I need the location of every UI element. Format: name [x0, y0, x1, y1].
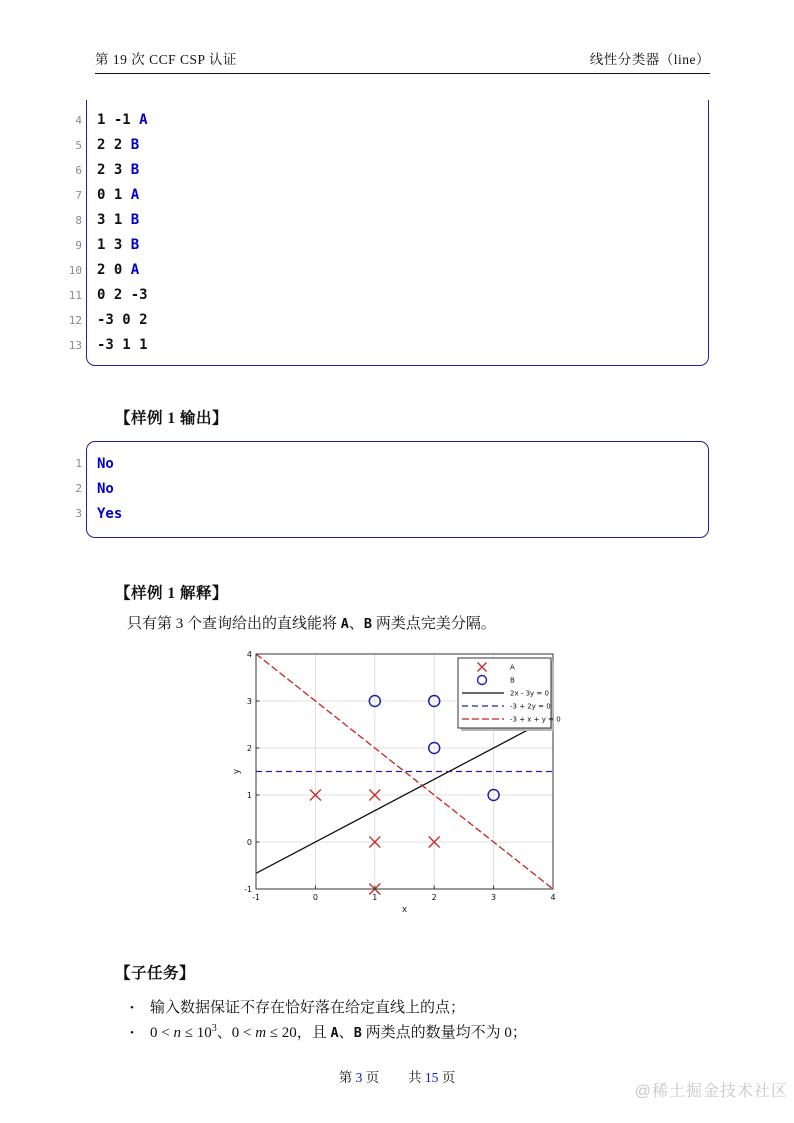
line-number: 9 — [75, 239, 82, 252]
text-token: 只有第 3 个查询给出的直线能将 — [127, 616, 341, 632]
text-token: m — [255, 1025, 267, 1041]
x-axis-label: x — [401, 905, 408, 913]
text-token: 、 — [348, 616, 364, 632]
line-number: 4 — [75, 114, 82, 127]
legend-label: -3 + 2y = 0 — [510, 702, 551, 711]
x-tick-label: 2 — [431, 893, 437, 902]
code-line — [97, 133, 708, 158]
number-token: 0 1 — [97, 187, 131, 203]
subtask-bullet-1 — [130, 996, 465, 1017]
number-token: 1 -1 — [97, 112, 140, 128]
legend-label: 2x - 3y = 0 — [510, 689, 549, 698]
text-token: 、 — [338, 1025, 354, 1041]
sample-output-code — [86, 441, 709, 538]
bullet-icon: • — [130, 1002, 134, 1014]
sample-explain-paragraph — [127, 612, 496, 633]
footer-total-label: 共 — [408, 1070, 422, 1085]
x-tick-label: 3 — [491, 893, 497, 902]
sample-figure — [232, 648, 562, 913]
line-number: 5 — [75, 139, 82, 152]
text-token: A — [340, 616, 349, 632]
text-token: A — [330, 1025, 339, 1041]
text-token: B — [353, 1025, 362, 1041]
line-number: 6 — [75, 164, 82, 177]
bullet-text — [150, 1000, 465, 1016]
code-line — [97, 183, 708, 208]
legend-label: B — [510, 676, 515, 685]
number-token: 2 3 — [97, 162, 131, 178]
text-token: n — [173, 1025, 181, 1041]
header-problem-title: 线性分类器（line） — [589, 52, 710, 67]
class-label-token: B — [130, 237, 140, 253]
text-token: 0 < — [150, 1025, 174, 1041]
number-token: -3 1 1 — [97, 337, 148, 353]
class-label-token: A — [130, 262, 140, 278]
text-token: 输入数据保证不存在恰好落在给定直线上的点； — [150, 1000, 466, 1016]
text-token: ≤ 10 — [180, 1025, 212, 1041]
text-token: 两类点完美分隔。 — [372, 616, 496, 632]
code-line — [97, 108, 708, 133]
text-token: 、 — [216, 1025, 232, 1041]
sample-output-block — [58, 441, 709, 538]
text-token: ≤ 20 — [266, 1025, 297, 1041]
class-label-token: B — [130, 162, 140, 178]
class-label-token: No — [97, 481, 114, 497]
footer-current-unit: 页 — [365, 1070, 380, 1085]
line-number: 10 — [68, 264, 82, 277]
y-tick-label: 4 — [246, 649, 252, 659]
y-tick-label: -1 — [244, 884, 252, 894]
number-token: 2 0 — [97, 262, 131, 278]
y-tick-label: 1 — [246, 790, 252, 800]
footer-current-label: 第 — [338, 1070, 353, 1085]
bullet-icon: • — [130, 1027, 134, 1039]
number-token: 0 2 -3 — [97, 287, 148, 303]
code-line — [97, 233, 708, 258]
class-label-token: A — [130, 187, 140, 203]
current-page-link[interactable]: 3 — [355, 1070, 363, 1085]
number-token: -3 0 2 — [97, 312, 148, 328]
code-line — [97, 452, 708, 477]
text-token: 3 — [211, 1023, 217, 1034]
legend-label: -3 + x + y = 0 — [510, 715, 561, 724]
line-number: 1 — [75, 457, 82, 470]
subtask-heading: 【子任务】 — [115, 965, 196, 982]
sample-input-code — [86, 100, 709, 366]
class-label-token: B — [130, 212, 140, 228]
line-number: 12 — [68, 314, 82, 327]
number-token: 1 3 — [97, 237, 131, 253]
page-header — [95, 48, 710, 74]
bullet-text — [150, 1025, 527, 1041]
number-token: 2 2 — [97, 137, 131, 153]
total-pages-link[interactable]: 15 — [424, 1070, 439, 1085]
legend-label: A — [510, 663, 515, 672]
sample-output-heading: 【样例 1 输出】 — [115, 410, 229, 427]
class-label-token: B — [130, 137, 140, 153]
text-token: 0 < — [231, 1025, 256, 1041]
code-line — [97, 158, 708, 183]
y-tick-label: 0 — [246, 837, 252, 847]
code-line — [97, 333, 708, 358]
code-line — [97, 477, 708, 502]
code-line — [97, 502, 708, 527]
line-number: 8 — [75, 214, 82, 227]
class-label-token: No — [97, 456, 114, 472]
y-axis-label: y — [232, 768, 242, 775]
text-token: ，且 — [296, 1025, 331, 1041]
line-number: 3 — [75, 507, 82, 520]
y-tick-label: 2 — [246, 743, 252, 753]
line-number: 13 — [68, 339, 82, 352]
code-line — [97, 283, 708, 308]
x-tick-label: 1 — [372, 893, 378, 902]
chart-svg — [232, 648, 562, 913]
watermark: @稀土掘金技术社区 — [634, 1083, 788, 1100]
y-tick-label: 3 — [246, 696, 252, 706]
code-line — [97, 308, 708, 333]
class-label-token: A — [139, 112, 148, 128]
x-tick-label: -1 — [252, 893, 260, 902]
line-number: 2 — [75, 482, 82, 495]
scatter-chart — [232, 648, 562, 918]
code-line — [97, 208, 708, 233]
line-number: 7 — [75, 189, 82, 202]
sample-explain-heading: 【样例 1 解释】 — [115, 585, 229, 602]
x-tick-label: 4 — [550, 893, 556, 902]
x-tick-label: 0 — [312, 893, 318, 902]
code-line — [97, 258, 708, 283]
subtask-bullet-2 — [130, 1021, 527, 1042]
text-token: B — [363, 616, 373, 632]
footer-total-unit: 页 — [441, 1070, 456, 1085]
class-label-token: Yes — [97, 506, 123, 522]
header-exam-title: 第 19 次 CCF CSP 认证 — [95, 52, 237, 67]
line-number-gutter — [58, 441, 82, 538]
sample-input-block — [58, 100, 709, 366]
number-token: 3 1 — [97, 212, 131, 228]
text-token: 两类点的数量均不为 0； — [361, 1025, 527, 1041]
line-number: 11 — [68, 289, 82, 302]
line-number-gutter — [58, 100, 82, 366]
